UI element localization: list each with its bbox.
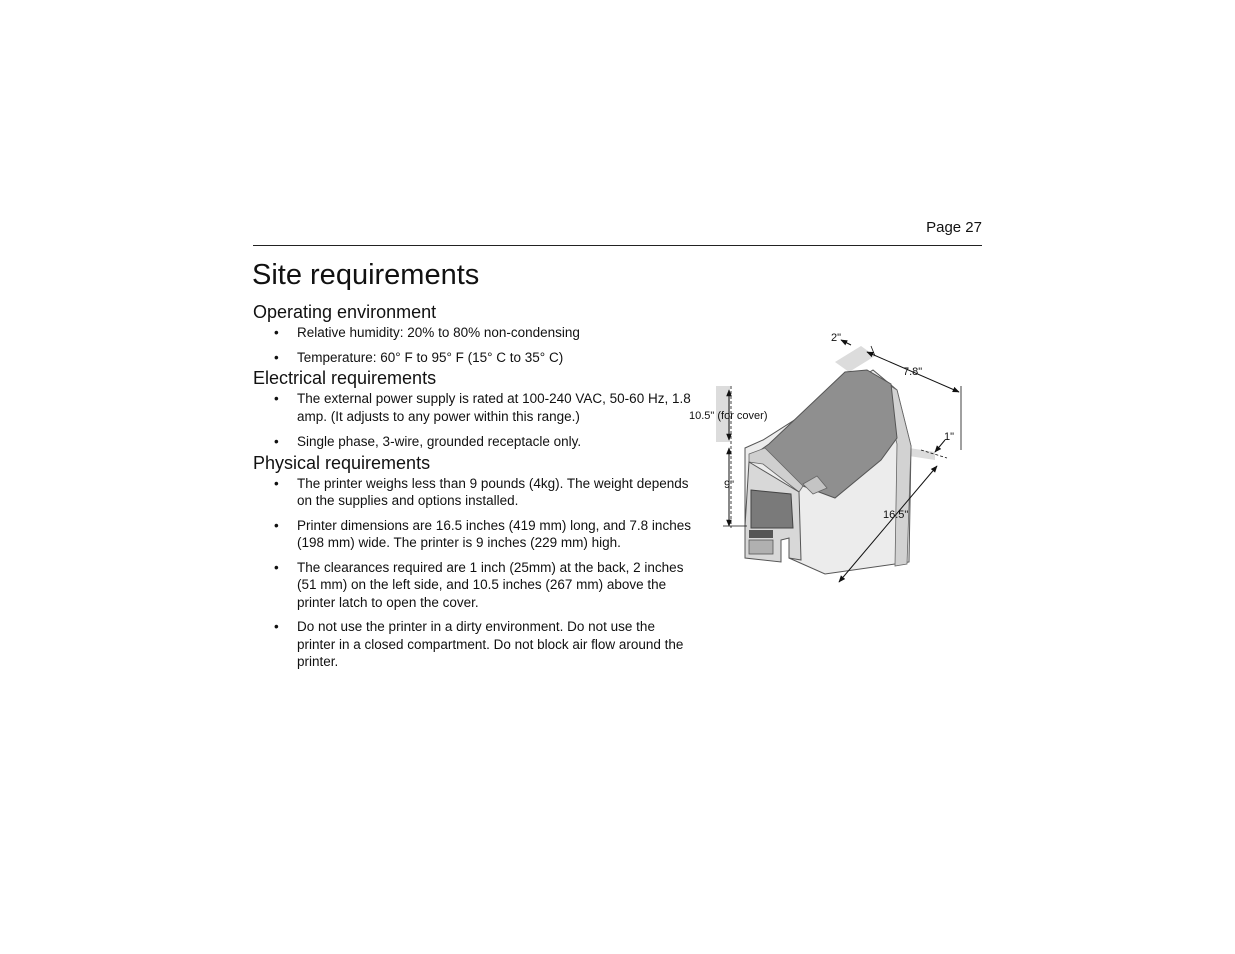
requirements-column bbox=[253, 300, 693, 671]
operating-environment-heading: Operating environment bbox=[253, 302, 437, 322]
list-item: • The clearances required are 1 inch (25mm) at the back, 2 inches (51 mm) on the left side, and 10.5 inches (267 mm) above the printer latch to open the cover. bbox=[253, 559, 693, 612]
height-label: 9" bbox=[724, 479, 735, 491]
list-item: • Temperature: 60° F to 95° F (15° C to 35° C) bbox=[253, 349, 693, 367]
physical-requirements-list bbox=[253, 475, 693, 671]
left-clearance-zone bbox=[835, 346, 875, 372]
printer-illustration bbox=[745, 370, 911, 574]
list-item: • Do not use the printer in a dirty environment. Do not use the printer in a closed compartment. Do not block air flow around the printer. bbox=[253, 618, 693, 671]
cover-clearance-label: 10.5" (for cover) bbox=[689, 410, 768, 422]
back-clearance-zone bbox=[909, 448, 935, 460]
electrical-requirements-list bbox=[253, 390, 693, 451]
list-item: • The printer weighs less than 9 pounds (4kg). The weight depends on the supplies and options installed. bbox=[253, 475, 693, 510]
page-number: Page 27 bbox=[926, 219, 982, 236]
width-label: 7.8" bbox=[903, 366, 923, 378]
list-item: • Single phase, 3-wire, grounded receptacle only. bbox=[253, 433, 693, 451]
printer-dimensions-figure bbox=[685, 328, 985, 588]
physical-requirements-heading: Physical requirements bbox=[253, 452, 431, 473]
operating-environment-list bbox=[253, 324, 693, 366]
list-item: • Relative humidity: 20% to 80% non-condensing bbox=[253, 324, 693, 342]
header-rule bbox=[253, 245, 982, 246]
page-title: Site requirements bbox=[252, 259, 480, 291]
back-clearance-label: 1" bbox=[944, 431, 955, 443]
left-clearance-dimension bbox=[841, 340, 851, 345]
list-item: • Printer dimensions are 16.5 inches (419 mm) long, and 7.8 inches (198 mm) wide. The printer is 9 inches (229 mm) high. bbox=[253, 517, 693, 552]
length-label: 16.5" bbox=[883, 509, 909, 521]
list-item: • The external power supply is rated at 100-240 VAC, 50-60 Hz, 1.8 amp. (It adjusts to any power within this range.) bbox=[253, 390, 693, 425]
left-clearance-label: 2" bbox=[831, 332, 842, 344]
electrical-requirements-heading: Electrical requirements bbox=[253, 368, 437, 388]
